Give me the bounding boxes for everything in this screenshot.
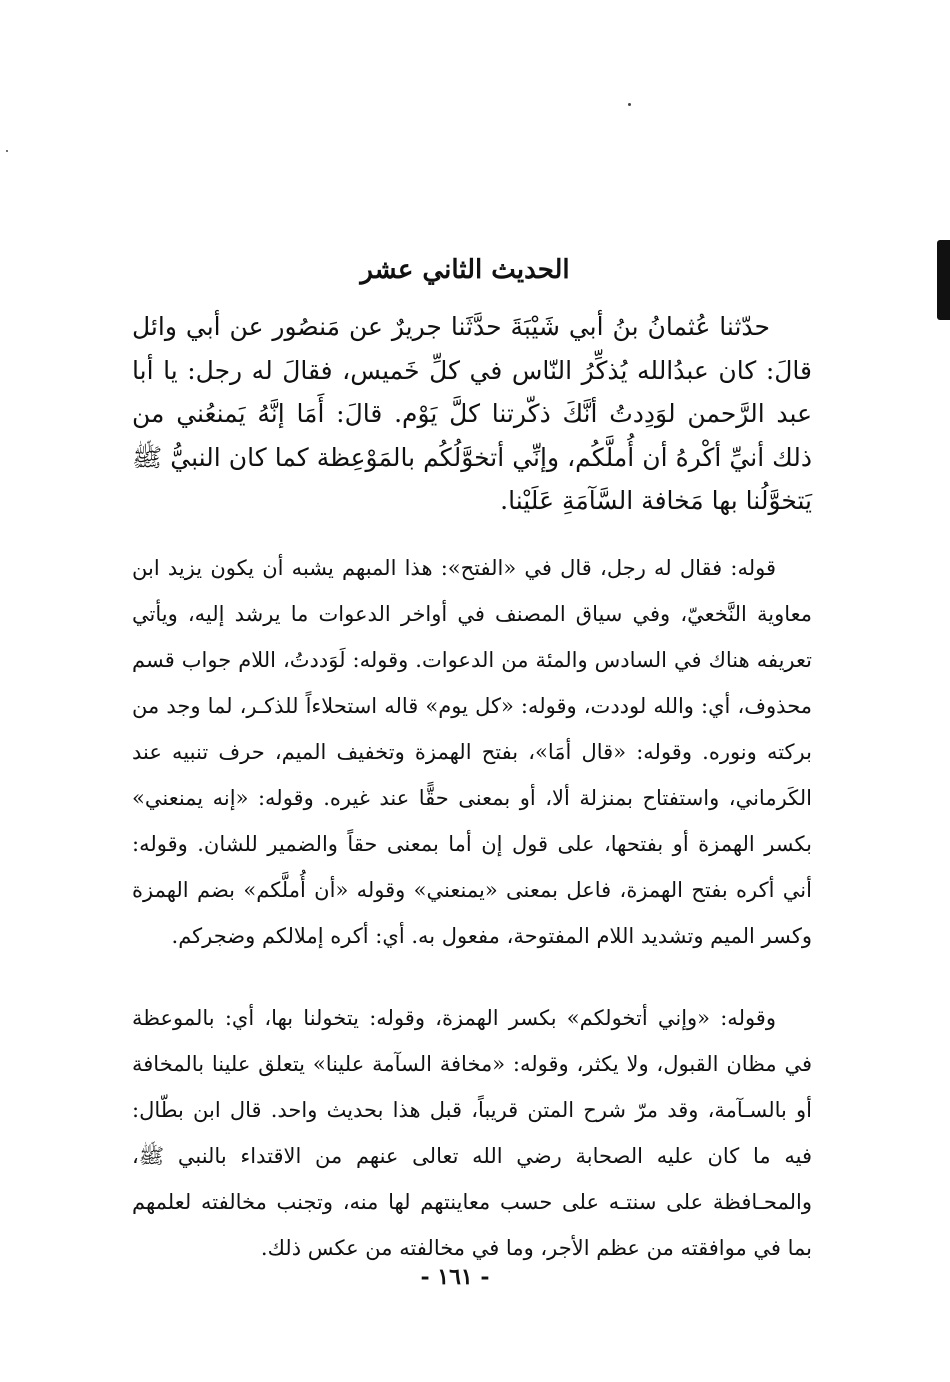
scan-speck xyxy=(6,150,8,152)
commentary-paragraph-2: وقوله: «وإني أتخولكم» بكسر الهمزة، وقوله: يتخولنا بها، أي: بالموعظة في مظان القبول، ولا يكثر، وقوله: «مخافة السآمة علينا» يتعلق علينا بالمخافة أو بالسـآمة، وقد مرّ شرح المتن قريباً، قبل هذا بحديث واحد. قال ابن بطّال: فيه ما كان عليه الصحابة رضي الله تعالى عنهم من الاقتداء بالنبي ﷺ، والمحـافظة على سنتـه على حسب معاينتهم لها منه، وتجنب مخالفته لعلمهم بما في موافقته من عظم الأجر، وما في مخالفته من عكس ذلك. xyxy=(132,1006,812,1260)
hadith-text: حدّثنا عُثمانُ بنُ أبي شَيْبَةَ حدَّثَنا جريرٌ عن مَنصُور عن أبي وائل قالَ: كان عبدُالله يُذكِّرُ النّاس في كلِّ خَميس، فقالَ له رجل: يا أبا عبد الرَّحمن لوَدِدتُ أنَّكَ ذكّرتنا كلَّ يَوْم. قالَ: أَمَا إنَّهُ يَمنعُني من ذلك أنيِّ أكْرهُ أن أُملَّكُم، وإنِّي أتخوَّلُكُم بالمَوْعِظة كما كان النبيُّ ﷺ يَتخوَّلُنا بها مَخافة السَّآمَةِ عَلَيْنا. xyxy=(132,312,812,515)
commentary-paragraph-1: قوله: فقال له رجل، قال في «الفتح»: هذا المبهم يشبه أن يكون يزيد ابن معاوية النَّخعيّ، وفي سياق المصنف في أواخر الدعوات ما يرشد إليه، ويأتي تعريفه هناك في السادس والمئة من الدعوات. وقوله: لَوَددتُ، اللام جواب قسم محذوف، أي: والله لوددت، وقوله: «كل يوم» قاله استحلاءاً للذكـر، لما وجد من بركته ونوره. وقوله: «قال أمَا»، بفتح الهمزة وتخفيف الميم، حرف تنبيه عند الكَرماني، واستفتاح بمنزلة ألا، أو بمعنى حقًّا عند غيره. وقوله: «إنه يمنعني» بكسر الهمزة أو بفتحها، على قول إن أما بمعنى حقاً والضمير للشان. وقوله: أني أكره بفتح الهمزة، فاعل بمعنى «يمنعني» وقوله «أن أُملَّكم» بضم الهمزة وكسر الميم وتشديد اللام المفتوحة، مفعول به. أي: أكره إملالكم وضجركم. xyxy=(132,556,812,948)
page-number: - ١٦١ - xyxy=(420,1264,490,1290)
chapter-heading: الحديث الثاني عشر xyxy=(360,255,570,285)
scan-speck xyxy=(628,103,631,106)
page-edge-marker xyxy=(937,240,950,320)
